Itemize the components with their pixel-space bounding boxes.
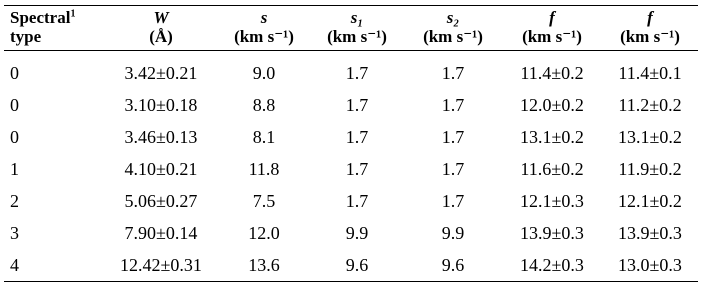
table-cell: 9.9 [345, 222, 369, 243]
table-cell: 12.0 [248, 222, 280, 243]
header-s: s [260, 8, 268, 27]
table-cell: 13.1±0.2 [618, 126, 682, 147]
table-cell: 12.42±0.31 [120, 254, 202, 275]
table-cell: 1.7 [441, 62, 465, 83]
header-unit-f2: (km s⁻¹) [620, 27, 680, 46]
table-body [4, 51, 698, 282]
table-cell: 1.7 [345, 126, 369, 147]
table-cell: 0 [10, 126, 19, 147]
table-cell: 5.06±0.27 [124, 190, 198, 211]
table-cell: 11.4±0.1 [618, 62, 682, 83]
table-cell: 12.1±0.2 [618, 190, 682, 211]
header-type: type [10, 27, 42, 46]
data-table [4, 5, 698, 282]
table-cell: 13.6 [248, 254, 280, 275]
table-row [4, 89, 698, 121]
table-cell: 9.9 [441, 222, 465, 243]
table-cell: 1.7 [441, 158, 465, 179]
table-cell: 1.7 [441, 126, 465, 147]
table-row [4, 121, 698, 153]
header-s2: s₂ [446, 8, 460, 27]
table-row [4, 51, 698, 90]
table-cell: 13.0±0.3 [618, 254, 682, 275]
table-cell: 4 [10, 254, 19, 275]
table-cell: 1.7 [441, 190, 465, 211]
table-cell: 1 [10, 158, 19, 179]
table-cell: 8.8 [252, 94, 276, 115]
table-cell: 2 [10, 190, 19, 211]
table-cell: 12.1±0.3 [520, 190, 584, 211]
table-cell: 11.9±0.2 [618, 158, 682, 179]
table-cell: 1.7 [345, 190, 369, 211]
table-row [4, 185, 698, 217]
table-cell: 3 [10, 222, 19, 243]
header-unit-s1: (km s⁻¹) [327, 27, 387, 46]
table-row [4, 217, 698, 249]
table-cell: 13.1±0.2 [520, 126, 584, 147]
table-cell: 3.42±0.21 [124, 62, 198, 83]
table-cell: 12.0±0.2 [520, 94, 584, 115]
header-spectral: Spectral$^1$ [10, 8, 76, 27]
header-unit-s2: (km s⁻¹) [423, 27, 483, 46]
header-unit-s: (km s⁻¹) [234, 27, 294, 46]
header-unit-w: (Å) [149, 27, 173, 46]
table-cell: 13.9±0.3 [520, 222, 584, 243]
table-cell: 11.8 [248, 158, 280, 179]
table-cell: 9.6 [345, 254, 369, 275]
header-row-2 [4, 27, 698, 51]
table-cell: 3.46±0.13 [124, 126, 198, 147]
table-cell: 7.5 [252, 190, 276, 211]
table-cell: 9.6 [441, 254, 465, 275]
table-cell: 4.10±0.21 [124, 158, 198, 179]
header-s1: s₁ [350, 8, 364, 27]
header-row-1 [4, 6, 698, 28]
table-cell: 14.2±0.3 [520, 254, 584, 275]
table-cell: 3.10±0.18 [124, 94, 198, 115]
table-row [4, 153, 698, 185]
table-cell: 0 [10, 94, 19, 115]
table-cell: 9.0 [252, 62, 276, 83]
table-cell: 1.7 [345, 94, 369, 115]
table-cell: 13.9±0.3 [618, 222, 682, 243]
table-cell: 7.90±0.14 [124, 222, 198, 243]
table-cell: 0 [10, 62, 19, 83]
header-unit-f1: (km s⁻¹) [522, 27, 582, 46]
table-cell: 11.2±0.2 [618, 94, 682, 115]
table-cell: 11.4±0.2 [520, 62, 584, 83]
table-row [4, 249, 698, 282]
header-f1: f [549, 8, 555, 27]
table-cell: 1.7 [345, 158, 369, 179]
header-w: W [153, 8, 169, 27]
header-f2: f [647, 8, 653, 27]
table-cell: 1.7 [441, 94, 465, 115]
table-cell: 11.6±0.2 [520, 158, 584, 179]
table-cell: 1.7 [345, 62, 369, 83]
table-cell: 8.1 [252, 126, 276, 147]
